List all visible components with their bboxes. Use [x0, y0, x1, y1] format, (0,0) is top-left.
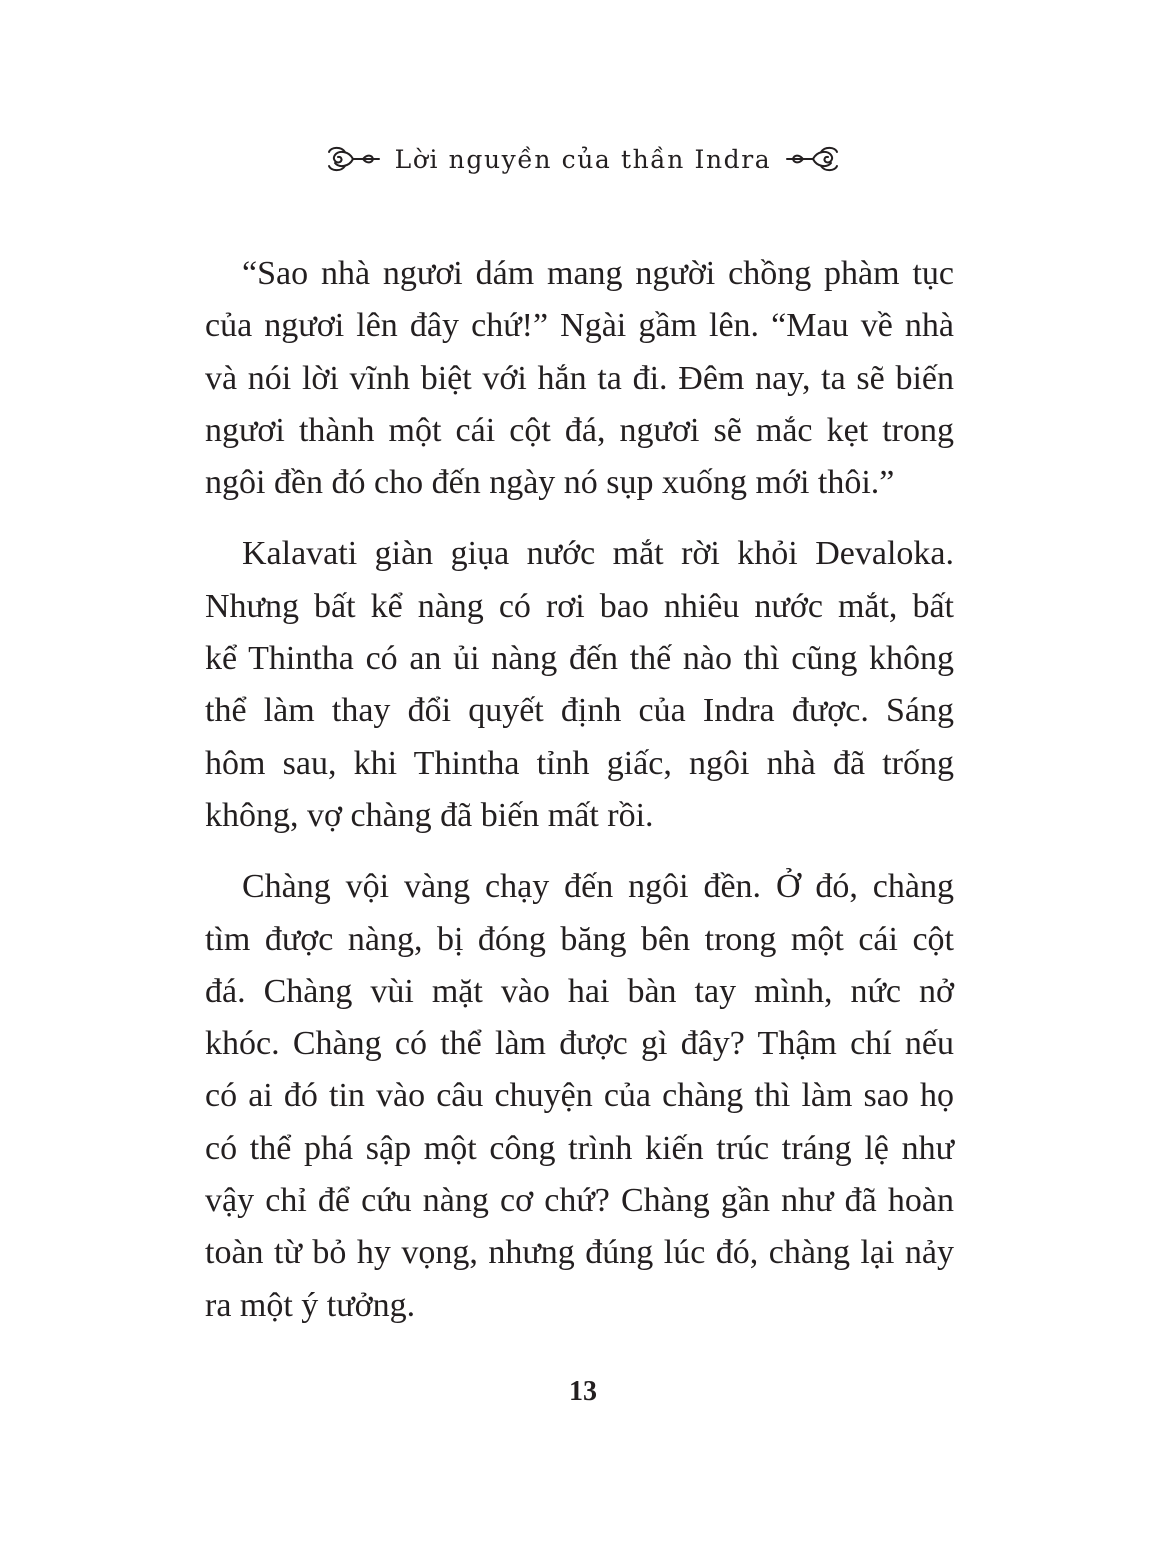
text-line: không, vợ chàng đã biến mất rồi. [205, 796, 654, 834]
text-line: ra một ý tưởng. [205, 1286, 416, 1324]
running-title: Lời nguyền của thần Indra [394, 144, 772, 174]
scroll-ornament-icon [785, 142, 843, 176]
text-line: hôm sau, khi Thintha tỉnh giấc, ngôi nhà đã trống [205, 744, 954, 782]
text-line: đá. Chàng vùi mặt vào hai bàn tay mình, nức nở [205, 972, 954, 1010]
text-line: và nói lời vĩnh biệt với hắn ta đi. Đêm nay, ta sẽ biến [205, 359, 954, 397]
body-text [205, 248, 954, 1351]
text-line: Kalavati giàn giụa nước mắt rời khỏi Devaloka. [242, 535, 954, 573]
scroll-ornament-icon [323, 142, 381, 176]
text-line: Nhưng bất kể nàng có rơi bao nhiêu nước mắt, bất [205, 587, 954, 625]
text-line: vậy chỉ để cứu nàng cơ chứ? Chàng gần như đã hoàn [205, 1182, 954, 1220]
page-number: 13 [569, 1376, 597, 1407]
text-line: có ai đó tin vào câu chuyện của chàng thì làm sao họ [205, 1077, 954, 1115]
text-line: toàn từ bỏ hy vọng, nhưng đúng lúc đó, chàng lại nảy [205, 1234, 954, 1272]
text-line: ngươi thành một cái cột đá, ngươi sẽ mắc kẹt trong [205, 411, 954, 449]
text-line: khóc. Chàng có thể làm được gì đây? Thậm chí nếu [205, 1025, 954, 1063]
paragraph [205, 248, 954, 509]
text-line: “Sao nhà ngươi dám mang người chồng phàm tục [242, 255, 954, 292]
paragraph [205, 528, 954, 842]
text-line: ngôi đền đó cho đến ngày nó sụp xuống mới thôi.” [205, 464, 895, 502]
text-line: có thể phá sập một công trình kiến trúc tráng lệ như [205, 1129, 954, 1167]
text-line: kể Thintha có an ủi nàng đến thế nào thì cũng không [205, 640, 954, 678]
text-line: Chàng vội vàng chạy đến ngôi đền. Ở đó, chàng [242, 868, 954, 906]
text-line: thể làm thay đổi quyết định của Indra được. Sáng [205, 692, 954, 730]
text-line: tìm được nàng, bị đóng băng bên trong một cái cột [205, 920, 954, 958]
running-header [0, 134, 1166, 184]
text-line: của ngươi lên đây chứ!” Ngài gầm lên. “Mau về nhà [205, 307, 954, 345]
paragraph [205, 861, 954, 1332]
